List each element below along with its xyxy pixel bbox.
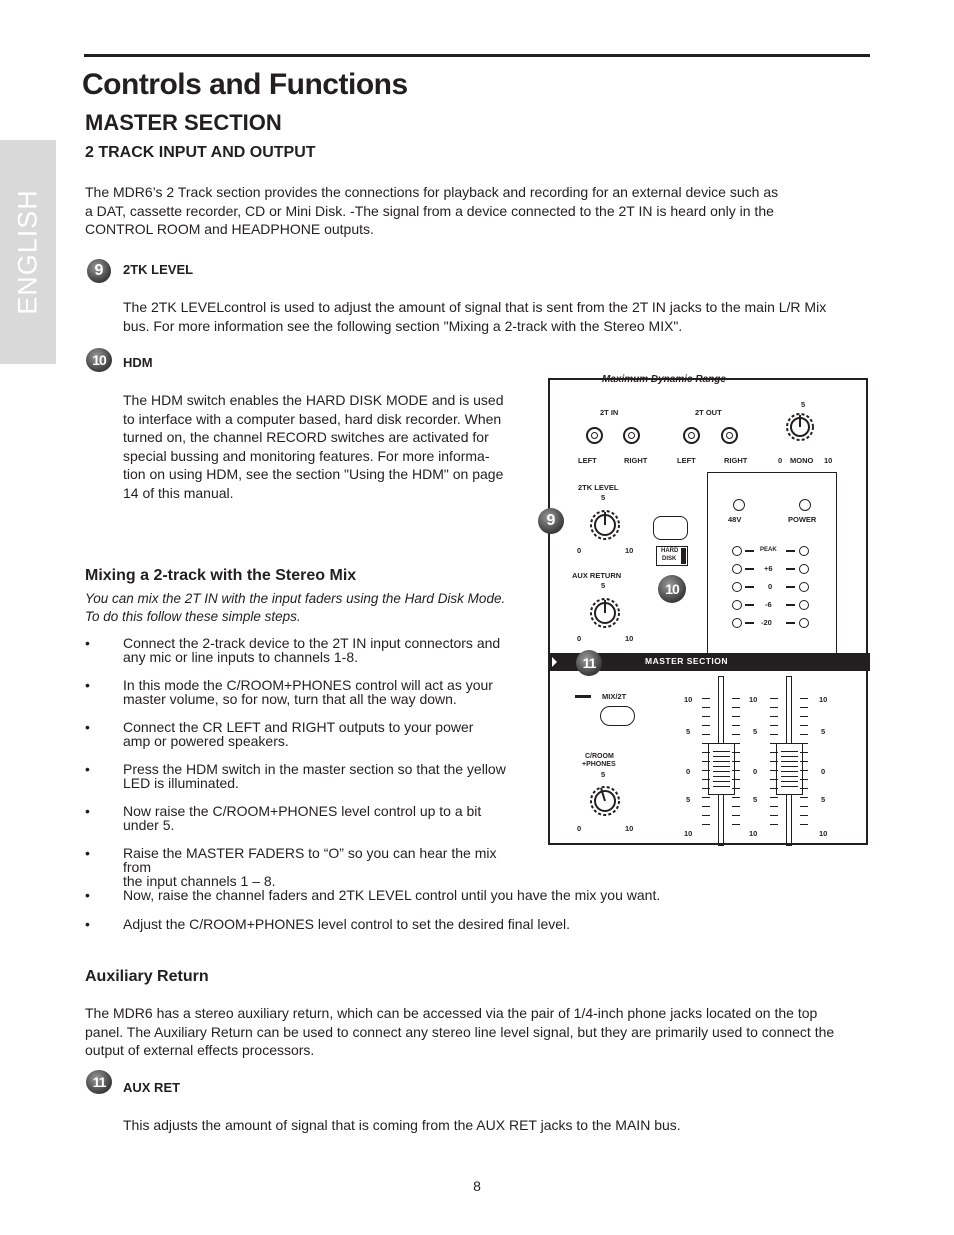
power-led (799, 499, 811, 511)
fader-scale-label: 0 (821, 767, 826, 776)
fader-ticks (702, 698, 710, 828)
intro-line: a DAT, cassette recorder, CD or Mini Disk. -The signal from a device connected to the 2T IN is heard only in the (85, 202, 774, 219)
meter-dash (786, 604, 795, 606)
2t-out-label: 2T OUT (695, 408, 722, 417)
description-line: tion on using HDM, see the section "Using the HDM" on page (123, 466, 504, 482)
fader-scale-label: 5 (753, 727, 758, 736)
hdm-led-strip (681, 548, 686, 564)
mixing-intro-line: To do this follow these simple steps. (85, 609, 301, 624)
knob-min-label: 0 (778, 456, 783, 465)
description-line: This adjusts the amount of signal that is coming from the AUX RET jacks to the MAIN bus. (123, 1117, 681, 1133)
item-title-hdm: HDM (123, 355, 153, 370)
list-item (85, 804, 545, 834)
hard-disk-switch-label-box (656, 546, 688, 566)
knob-max-label: 10 (625, 824, 634, 833)
meter-dash (745, 604, 754, 606)
fader-scale-label: 10 (749, 829, 758, 838)
knob-mid-label: 5 (801, 400, 806, 409)
bullet-dot: • (85, 803, 90, 819)
hard-label: HARD (661, 548, 679, 554)
knob-max-label: 10 (625, 634, 634, 643)
master-bar-arrow (552, 657, 557, 667)
list-item-text: In this mode the C/ROOM+PHONES control will act as your master volume, so for now, turn that all the way down. (123, 677, 493, 707)
list-item-text: Now, raise the channel faders and 2TK LEVEL control until you have the mix you want. (123, 887, 661, 903)
meter-dash (786, 586, 795, 588)
meter-dash (786, 568, 795, 570)
meter-right-led (799, 546, 809, 556)
list-item-text: Connect the CR LEFT and RIGHT outputs to your power amp or powered speakers. (123, 719, 474, 749)
knob-max-label: 10 (625, 546, 634, 555)
meter-label: +6 (764, 564, 773, 573)
item-title-2tk-level: 2TK LEVEL (123, 262, 194, 277)
mono-label: MONO (790, 456, 814, 465)
master-section-panel-diagram (546, 374, 868, 845)
meter-left-led (732, 546, 742, 556)
jack-right-label: RIGHT (624, 456, 648, 465)
fader-scale-label: 5 (686, 795, 691, 804)
page-number: 8 (473, 1178, 481, 1194)
knob-min-label: 0 (577, 824, 582, 833)
aux-paragraph (85, 1004, 834, 1060)
knob-mid-label: 5 (601, 581, 606, 590)
callout-badge-11: 11 (86, 1070, 112, 1094)
2t-in-left-jack[interactable] (586, 427, 603, 444)
fader-scale-label: 10 (684, 695, 693, 704)
list-item-text: Connect the 2-track device to the 2T IN input connectors and any mic or line inputs to channels 1-8. (123, 635, 501, 665)
list-item (85, 888, 785, 904)
knob-max-label: 10 (824, 456, 833, 465)
mixing-intro-line: You can mix the 2T IN with the input faders using the Hard Disk Mode. (85, 591, 506, 606)
knob-min-label: 0 (577, 634, 582, 643)
phones-label: +PHONES (582, 761, 616, 768)
knob-min-label: 0 (577, 546, 582, 555)
item-description-2tk-level (123, 298, 826, 335)
2t-out-left-jack[interactable] (683, 427, 700, 444)
callout-badge-9: 9 (87, 259, 111, 283)
bullet-dot: • (85, 761, 90, 777)
meter-dash (745, 550, 754, 552)
item-title-aux-ret: AUX RET (123, 1080, 181, 1095)
fader-scale-label: 5 (821, 795, 826, 804)
list-item (85, 636, 545, 666)
fader-scale-label: 10 (819, 829, 828, 838)
list-item (85, 720, 545, 750)
page-title: Controls and Functions (82, 68, 408, 101)
master-section-label: MASTER SECTION (645, 656, 729, 666)
meter-right-led (799, 600, 809, 610)
meter-left-led (732, 618, 742, 628)
master-fader-left-cap[interactable] (708, 743, 735, 795)
croom-phones-knob[interactable] (578, 775, 632, 829)
diagram-callout-10: 10 (658, 575, 686, 603)
meter-dash (786, 622, 795, 624)
bullet-dot: • (85, 719, 90, 735)
fader-scale-label: 10 (684, 829, 693, 838)
intro-line: The MDR6’s 2 Track section provides the connections for playback and recording for an external device such as (85, 184, 779, 200)
subsection-heading: 2 TRACK INPUT AND OUTPUT (85, 144, 316, 161)
list-item (85, 762, 545, 792)
jack-left-label: LEFT (677, 456, 696, 465)
aux-line: The MDR6 has a stereo auxiliary return, which can be accessed via the pair of 1/4-inch phone jacks located on the top (85, 1005, 818, 1021)
meter-dash (745, 586, 754, 588)
callout-badge-10: 10 (86, 348, 112, 372)
meter-right-led (799, 564, 809, 574)
meter-label: PEAK (760, 547, 777, 553)
fader-scale-label: 10 (819, 695, 828, 704)
language-side-tab (0, 140, 56, 364)
bullet-dot: • (85, 635, 90, 651)
list-item-text: Press the HDM switch in the master section so that the yellow LED is illuminated. (123, 761, 506, 791)
description-line: The HDM switch enables the HARD DISK MODE and is used (123, 392, 504, 408)
diagram-callout-9: 9 (538, 508, 564, 534)
fader-ticks (770, 698, 778, 828)
description-line: 14 of this manual. (123, 484, 234, 501)
2tk-level-knob[interactable] (578, 498, 632, 552)
meter-right-led (799, 582, 809, 592)
power-label: POWER (788, 515, 817, 524)
knob-mid-label: 5 (601, 493, 606, 502)
meter-left-led (732, 564, 742, 574)
meter-dash (786, 550, 795, 552)
aux-return-label: AUX RETURN (572, 571, 622, 580)
fader-scale-label: 5 (821, 727, 826, 736)
2t-in-label: 2T IN (600, 408, 619, 417)
2tk-level-label: 2TK LEVEL (578, 483, 619, 492)
bullet-dot: • (85, 887, 90, 903)
meter-label: -20 (761, 618, 772, 627)
intro-paragraph (85, 183, 778, 239)
fader-ticks (732, 698, 740, 828)
2t-in-right-jack[interactable] (623, 427, 640, 444)
fader-ticks (800, 698, 808, 828)
fader-scale-label: 0 (686, 767, 691, 776)
bullet-dot: • (85, 845, 90, 861)
croom-label: C/ROOM (585, 753, 614, 760)
top-rule (84, 54, 870, 57)
cropped-top-label: Maximum Dynamic Range (602, 374, 726, 385)
48v-led (733, 499, 745, 511)
description-line: to interface with a computer based, hard disk recorder. When (123, 410, 502, 427)
list-item (85, 678, 545, 708)
diagram-callout-11: 11 (576, 650, 602, 676)
item-description-hdm (123, 391, 503, 502)
meter-dash (745, 622, 754, 624)
list-item (85, 917, 785, 933)
bullet-dot: • (85, 677, 90, 693)
meter-label: -6 (765, 600, 772, 609)
disk-label: DISK (662, 556, 677, 562)
jack-left-label: LEFT (578, 456, 597, 465)
section-heading: MASTER SECTION (85, 110, 282, 135)
master-fader-right-cap[interactable] (776, 743, 803, 795)
bullet-dot: • (85, 916, 90, 932)
aux-heading: Auxiliary Return (85, 968, 209, 985)
jack-right-label: RIGHT (724, 456, 748, 465)
fader-scale-label: 10 (749, 695, 758, 704)
aux-line: panel. The Auxiliary Return can be used to connect any stereo line level signal, but they are primarily used to connect the (85, 1023, 835, 1040)
meter-label: 0 (768, 582, 773, 591)
mixing-heading: Mixing a 2-track with the Stereo Mix (85, 567, 357, 584)
intro-line: CONTROL ROOM and HEADPHONE outputs. (85, 221, 374, 237)
mix2t-label: MIX/2T (602, 692, 627, 701)
meter-left-led (732, 600, 742, 610)
meter-right-led (799, 618, 809, 628)
list-item-text: Raise the MASTER FADERS to “O” so you can hear the mix from the input channels 1 – 8. (123, 845, 497, 889)
fader-scale-label: 5 (753, 795, 758, 804)
aux-return-knob[interactable] (578, 586, 632, 640)
48v-label: 48V (728, 515, 742, 524)
mix2t-button[interactable] (600, 706, 635, 726)
list-item-text: Adjust the C/ROOM+PHONES level control to set the desired final level. (123, 916, 571, 932)
mixing-intro (85, 590, 505, 626)
list-item-text: Now raise the C/ROOM+PHONES level control up to a bit under 5. (123, 803, 482, 833)
2t-out-right-jack[interactable] (721, 427, 738, 444)
meter-dash (745, 568, 754, 570)
language-label: ENGLISH (12, 189, 43, 315)
fader-scale-label: 0 (753, 767, 758, 776)
item-description-aux-ret (123, 1116, 681, 1135)
description-line: special bussing and monitoring features. For more informa- (123, 447, 490, 464)
mono-knob[interactable] (775, 400, 825, 450)
description-line: bus. For more information see the following section "Mixing a 2-track with the Stereo MIX". (123, 317, 683, 334)
fader-scale-label: 5 (686, 727, 691, 736)
aux-line: output of external effects processors. (85, 1042, 315, 1058)
description-line: turned on, the channel RECORD switches are activated for (123, 429, 489, 445)
hdm-button[interactable] (653, 516, 688, 540)
mix2t-led-dash (575, 695, 591, 698)
list-item (85, 845, 545, 889)
knob-mid-label: 5 (601, 770, 606, 779)
meter-left-led (732, 582, 742, 592)
description-line: The 2TK LEVELcontrol is used to adjust the amount of signal that is sent from the 2T IN jacks to the main L/R Mix (123, 299, 827, 315)
